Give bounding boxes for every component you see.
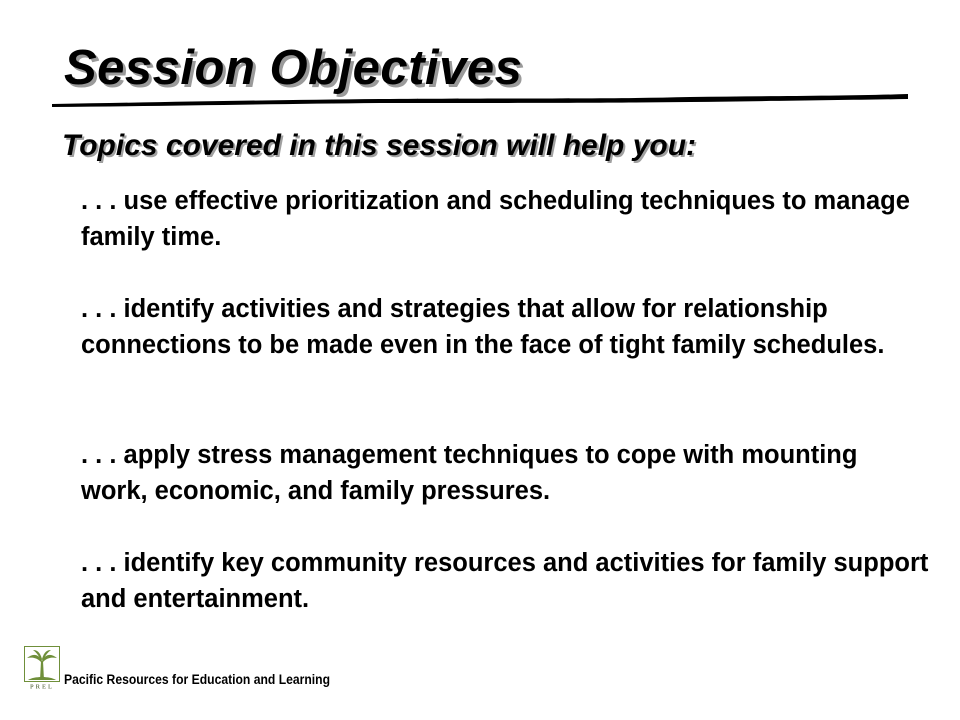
organization-name: Pacific Resources for Education and Learning	[64, 672, 331, 687]
objective-item: . . . use effective prioritization and scheduling techniques to manage family time.	[81, 187, 910, 251]
prel-logo-icon	[24, 646, 60, 690]
slide-title: Session Objectives	[64, 41, 523, 95]
objective-item: . . . apply stress management techniques to cope with mounting work, economic, and family pressures.	[81, 441, 858, 505]
objective-item: . . . identify key community resources and activities for family support and entertainment.	[81, 549, 929, 613]
objective-item: . . . identify activities and strategies that allow for relationship connections to be made even in the face of tight family schedules.	[81, 295, 885, 359]
slide-subtitle: Topics covered in this session will help you:	[62, 129, 697, 162]
title-underline	[50, 90, 910, 114]
svg-text:PREL: PREL	[30, 683, 54, 690]
